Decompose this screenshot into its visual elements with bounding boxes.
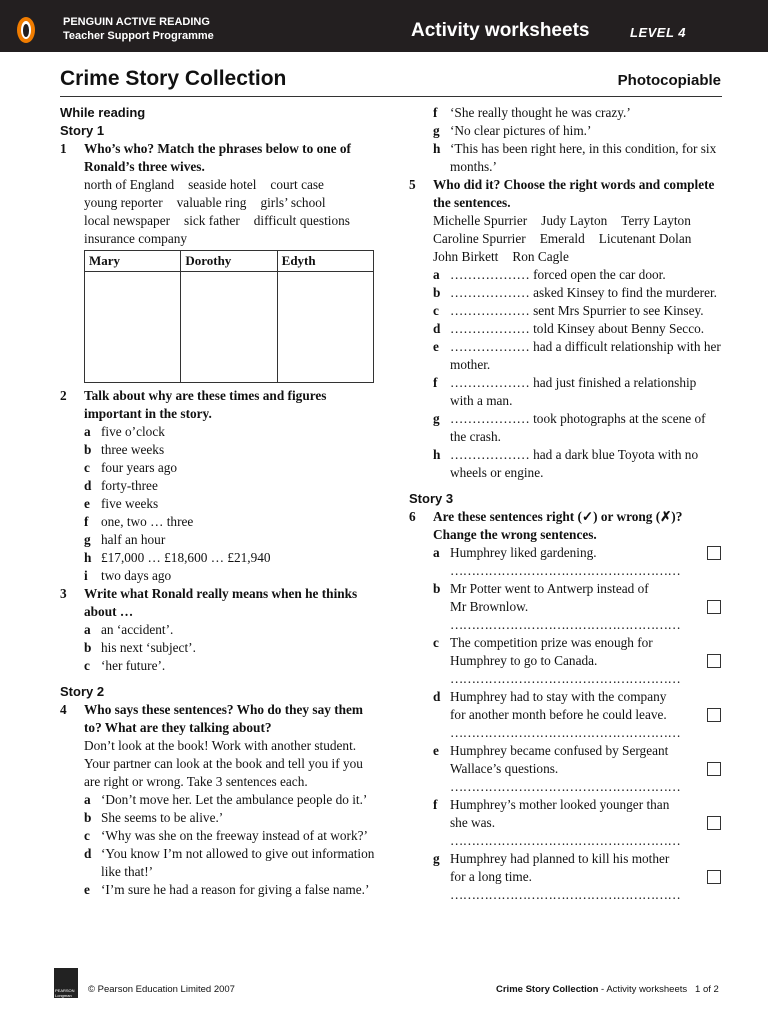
- list-item: [409, 122, 723, 140]
- right-column: [409, 104, 723, 904]
- story2-heading: Story 2: [60, 684, 105, 699]
- item-letter: c: [84, 828, 90, 843]
- answer-line[interactable]: ………………………………………………: [450, 563, 681, 578]
- list-item: [409, 104, 723, 122]
- item-text: ‘Why was she on the freeway instead of at work?’: [101, 828, 368, 843]
- true-false-item: [409, 634, 723, 688]
- item-text: ……………… had just finished a relationship with a man.: [450, 375, 697, 408]
- item-text: five o’clock: [101, 424, 165, 439]
- item-letter: a: [84, 792, 91, 807]
- list-item: [60, 845, 380, 881]
- item-text: Humphrey liked gardening.: [450, 545, 597, 560]
- item-text: Mr Potter went to Antwerp instead of: [450, 581, 649, 596]
- list-item: [409, 338, 723, 374]
- word: local newspaper: [84, 213, 171, 228]
- item-text: ……………… asked Kinsey to find the murderer.: [450, 285, 717, 300]
- question-5: [409, 176, 723, 212]
- question-text: Who’s who? Match the phrases below to one of Ronald’s three wives.: [84, 141, 351, 174]
- item-letter: b: [84, 640, 92, 655]
- story1-heading: Story 1: [60, 123, 105, 138]
- while-reading-heading: While reading: [60, 105, 146, 120]
- word: girls’ school: [260, 195, 326, 210]
- penguin-logo-icon: [17, 17, 35, 43]
- word: young reporter: [84, 195, 163, 210]
- answer-line[interactable]: ………………………………………………: [450, 617, 681, 632]
- word: John Birkett: [433, 249, 499, 264]
- item-letter: g: [433, 123, 440, 138]
- item-text: ……………… had a difficult relationship with her mother.: [450, 339, 721, 372]
- item-letter: b: [433, 285, 441, 300]
- list-item: [60, 881, 380, 899]
- question-4: [60, 701, 380, 737]
- item-letter: b: [84, 810, 92, 825]
- question-2: [60, 387, 380, 423]
- list-item: [60, 513, 380, 531]
- footer-doc-subtitle: - Activity worksheets: [598, 984, 688, 995]
- title-divider: [60, 96, 722, 97]
- item-text: for a long time.: [450, 869, 532, 884]
- true-false-item: [409, 796, 723, 850]
- item-text: ‘You know I’m not allowed to give out information like that!’: [101, 846, 375, 879]
- item-text: Humphrey’s mother looked younger than: [450, 797, 670, 812]
- item-letter: c: [84, 460, 90, 475]
- item-text: ……………… told Kinsey about Benny Secco.: [450, 321, 705, 336]
- left-column: [60, 104, 380, 899]
- match-table: [84, 250, 374, 383]
- list-item: [60, 791, 380, 809]
- page-title: Crime Story Collection: [60, 67, 287, 90]
- item-text: Humphrey had to stay with the company: [450, 689, 667, 704]
- question-text: Write what Ronald really means when he thinks about …: [84, 586, 358, 619]
- section-title: Activity worksheets: [411, 20, 590, 41]
- question-number: 3: [60, 586, 67, 601]
- answer-cell-mary[interactable]: [85, 272, 181, 383]
- word: difficult questions: [253, 213, 350, 228]
- true-false-item: [409, 742, 723, 796]
- item-letter: d: [433, 689, 441, 704]
- item-letter: e: [84, 882, 90, 897]
- question-text: Who says these sentences? Who do they say them to? What are they talking about?: [84, 702, 363, 735]
- list-item: [60, 657, 380, 675]
- answer-line[interactable]: ………………………………………………: [450, 671, 681, 686]
- true-false-item: [409, 850, 723, 904]
- item-text: five weeks: [101, 496, 159, 511]
- item-text: ‘her future’.: [101, 658, 166, 673]
- item-text: an ‘accident’.: [101, 622, 174, 637]
- list-item: [60, 423, 380, 441]
- item-text: ……………… sent Mrs Spurrier to see Kinsey.: [450, 303, 704, 318]
- item-letter: d: [84, 478, 92, 493]
- story3-heading: Story 3: [409, 491, 454, 506]
- programme-line-1: PENGUIN ACTIVE READING: [63, 16, 210, 28]
- answer-checkbox[interactable]: [707, 816, 721, 830]
- item-text: she was.: [450, 815, 496, 830]
- item-text: £17,000 … £18,600 … £21,940: [101, 550, 271, 565]
- table-header-mary: Mary: [85, 251, 181, 272]
- item-letter: a: [84, 622, 91, 637]
- list-item: [409, 140, 723, 176]
- item-letter: f: [433, 375, 438, 390]
- list-item: [60, 531, 380, 549]
- question-text: Talk about why are these times and figures important in the story.: [84, 388, 327, 421]
- item-letter: e: [433, 743, 439, 758]
- list-item: [60, 459, 380, 477]
- item-letter: b: [84, 442, 92, 457]
- word-row: [433, 212, 723, 230]
- word: Terry Layton: [621, 213, 691, 228]
- item-letter: c: [433, 635, 439, 650]
- list-item: [60, 495, 380, 513]
- header-bar: [0, 0, 768, 52]
- question-number: 4: [60, 702, 67, 717]
- list-item: [409, 320, 723, 338]
- item-text: Humphrey became confused by Sergeant: [450, 743, 669, 758]
- item-text: for another month before he could leave.: [450, 707, 667, 722]
- question-1: [60, 140, 380, 176]
- word: Ron Cagle: [512, 249, 569, 264]
- item-letter: i: [84, 568, 88, 583]
- word-row: [433, 248, 723, 266]
- table-header-edyth: Edyth: [277, 251, 373, 272]
- list-item: [60, 441, 380, 459]
- item-text: half an hour: [101, 532, 166, 547]
- word: valuable ring: [176, 195, 247, 210]
- pearson-longman-logo-icon: [54, 968, 78, 998]
- item-text: Humphrey to go to Canada.: [450, 653, 598, 668]
- word: Caroline Spurrier: [433, 231, 526, 246]
- item-text: ‘Don’t move her. Let the ambulance people do it.’: [101, 792, 368, 807]
- list-item: [60, 477, 380, 495]
- item-letter: g: [433, 851, 440, 866]
- item-text: She seems to be alive.’: [101, 810, 224, 825]
- item-letter: b: [433, 581, 441, 596]
- list-item: [60, 639, 380, 657]
- question-number: 5: [409, 177, 416, 192]
- item-letter: h: [433, 447, 441, 462]
- item-text: one, two … three: [101, 514, 194, 529]
- answer-checkbox[interactable]: [707, 600, 721, 614]
- copyright-text: © Pearson Education Limited 2007: [88, 984, 235, 995]
- answer-line[interactable]: ………………………………………………: [450, 725, 681, 740]
- answer-line[interactable]: ………………………………………………: [450, 887, 681, 902]
- table-header-dorothy: Dorothy: [181, 251, 277, 272]
- item-letter: e: [433, 339, 439, 354]
- word-row: [84, 212, 380, 230]
- word-bank: [60, 176, 380, 248]
- item-text: ‘This has been right here, in this condition, for six months.’: [450, 141, 717, 174]
- list-item: [60, 621, 380, 639]
- list-item: [409, 302, 723, 320]
- item-text: three weeks: [101, 442, 165, 457]
- question-text: Are these sentences right (✓) or wrong (✗)? Change the wrong sentences.: [433, 509, 683, 542]
- item-letter: f: [433, 797, 438, 812]
- word: seaside hotel: [188, 177, 257, 192]
- answer-cell-edyth[interactable]: [277, 272, 373, 383]
- list-item: [409, 410, 723, 446]
- item-text: ‘No clear pictures of him.’: [450, 123, 592, 138]
- answer-checkbox[interactable]: [707, 762, 721, 776]
- word: Michelle Spurrier: [433, 213, 528, 228]
- answer-checkbox[interactable]: [707, 870, 721, 884]
- footer-doc-title: Crime Story Collection: [496, 984, 599, 995]
- word: Licutenant Dolan: [598, 231, 692, 246]
- list-item: [60, 827, 380, 845]
- question-number: 6: [409, 509, 416, 524]
- word-row: [84, 176, 380, 194]
- item-text: ……………… forced open the car door.: [450, 267, 666, 282]
- item-letter: g: [84, 532, 91, 547]
- list-item: [409, 446, 723, 482]
- item-text: Wallace’s questions.: [450, 761, 559, 776]
- word: Emerald: [539, 231, 585, 246]
- item-text: ……………… had a dark blue Toyota with no wheels or engine.: [450, 447, 699, 480]
- answer-line[interactable]: ………………………………………………: [450, 833, 681, 848]
- list-item: [409, 374, 723, 410]
- level-label: LEVEL 4: [630, 25, 687, 40]
- publisher-mark: PEARSON Longman: [55, 988, 75, 998]
- list-item: [60, 549, 380, 567]
- item-text: Mr Brownlow.: [450, 599, 529, 614]
- question-number: 1: [60, 141, 67, 156]
- word-row: [84, 194, 380, 212]
- question-4-instructions: Don’t look at the book! Work with another student. Your partner can look at the book and tell you if you are right or wrong. Take 3 sentences each.: [84, 738, 363, 789]
- list-item: [60, 567, 380, 585]
- name-bank: [409, 212, 723, 266]
- item-text: Humphrey had planned to kill his mother: [450, 851, 670, 866]
- word: sick father: [184, 213, 240, 228]
- programme-line-2: Teacher Support Programme: [63, 30, 214, 42]
- question-3: [60, 585, 380, 621]
- item-text: ……………… took photographs at the scene of the crash.: [450, 411, 706, 444]
- item-letter: a: [433, 545, 440, 560]
- word: court case: [270, 177, 324, 192]
- list-item: [60, 809, 380, 827]
- item-letter: a: [84, 424, 91, 439]
- question-6: [409, 508, 723, 544]
- item-letter: a: [433, 267, 440, 282]
- item-letter: g: [433, 411, 440, 426]
- word: Judy Layton: [541, 213, 608, 228]
- item-letter: d: [84, 846, 92, 861]
- question-text: Who did it? Choose the right words and complete the sentences.: [433, 177, 715, 210]
- answer-checkbox[interactable]: [707, 708, 721, 722]
- item-letter: f: [433, 105, 438, 120]
- answer-checkbox[interactable]: [707, 654, 721, 668]
- item-letter: c: [84, 658, 90, 673]
- item-letter: f: [84, 514, 89, 529]
- item-text: ‘I’m sure he had a reason for giving a false name.’: [101, 882, 370, 897]
- word-row: [433, 230, 723, 248]
- footer-title: [496, 984, 719, 995]
- item-text: two days ago: [101, 568, 172, 583]
- answer-checkbox[interactable]: [707, 546, 721, 560]
- answer-cell-dorothy[interactable]: [181, 272, 277, 383]
- item-text: four years ago: [101, 460, 178, 475]
- word: north of England: [84, 177, 175, 192]
- true-false-item: [409, 688, 723, 742]
- true-false-item: [409, 544, 723, 580]
- item-text: forty-three: [101, 478, 158, 493]
- item-letter: h: [433, 141, 441, 156]
- word: insurance company: [84, 231, 188, 246]
- true-false-item: [409, 580, 723, 634]
- item-letter: c: [433, 303, 439, 318]
- word-row: [84, 230, 380, 248]
- item-letter: e: [84, 496, 90, 511]
- answer-line[interactable]: ………………………………………………: [450, 779, 681, 794]
- item-text: ‘She really thought he was crazy.’: [450, 105, 631, 120]
- item-text: The competition prize was enough for: [450, 635, 653, 650]
- question-number: 2: [60, 388, 67, 403]
- page-number: 1 of 2: [695, 984, 719, 995]
- item-letter: d: [433, 321, 441, 336]
- list-item: [409, 266, 723, 284]
- list-item: [409, 284, 723, 302]
- item-text: his next ‘subject’.: [101, 640, 196, 655]
- photocopiable-label: Photocopiable: [617, 72, 721, 89]
- item-letter: h: [84, 550, 92, 565]
